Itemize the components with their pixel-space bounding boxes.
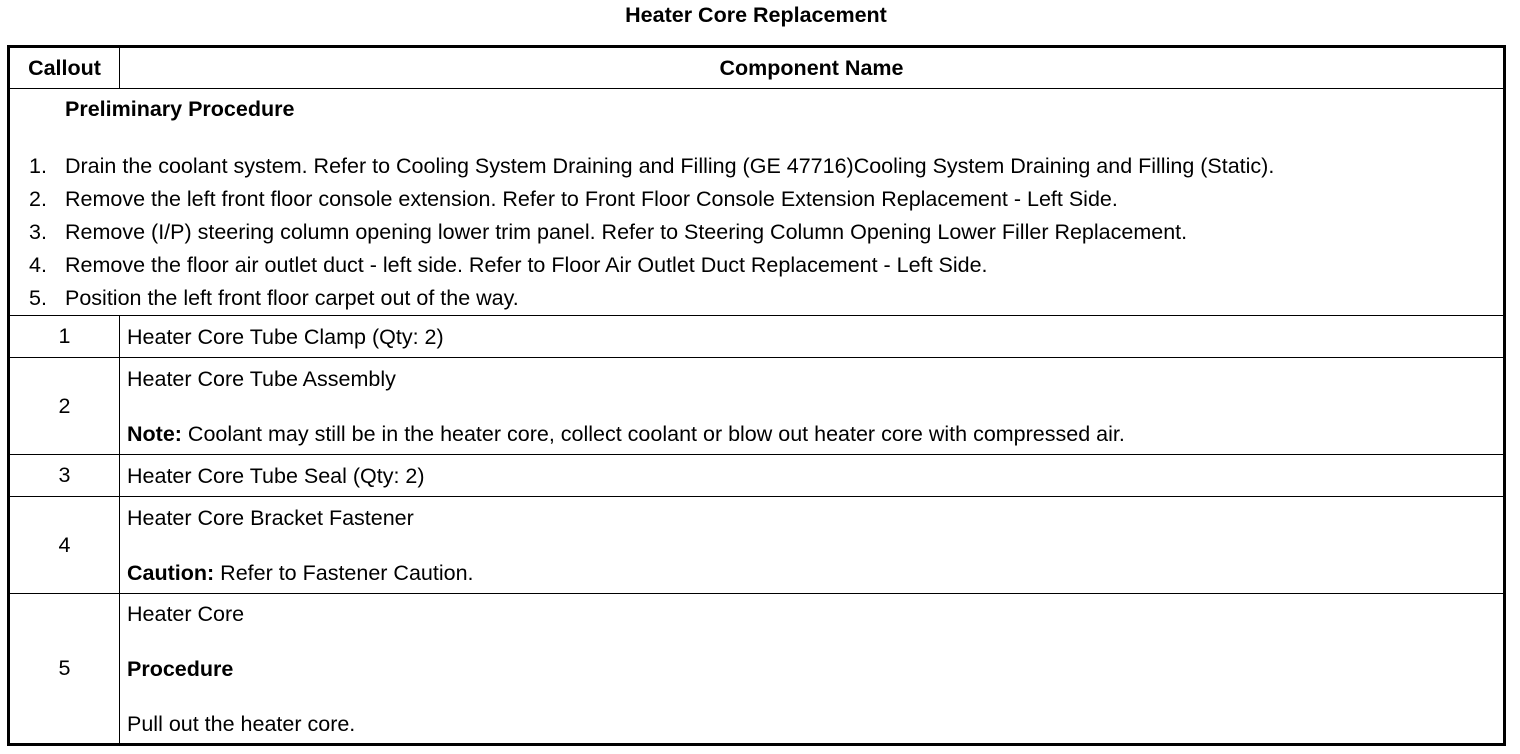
step-item (10, 150, 1503, 183)
step-number: 5. (29, 286, 47, 310)
component-cell (120, 594, 1505, 745)
step-text: Position the left front floor carpet out of the way. (65, 286, 519, 310)
caution-label: Caution: (127, 561, 215, 585)
step-number: 1. (29, 154, 47, 178)
component-cell (120, 358, 1505, 455)
preliminary-steps (10, 150, 1503, 315)
component-table (7, 45, 1506, 746)
callout-cell: 2 (9, 358, 120, 455)
component-name-header: Component Name (120, 47, 1505, 89)
step-number: 4. (29, 253, 47, 277)
note-label: Note: (127, 422, 182, 446)
callout-header: Callout (9, 47, 120, 89)
callout-cell: 3 (9, 455, 120, 497)
step-item (10, 216, 1503, 249)
step-item (10, 282, 1503, 315)
preliminary-row (9, 89, 1505, 316)
step-text: Remove the left front floor console extension. Refer to Front Floor Console Extension Replacement - Left Side. (65, 187, 1118, 211)
page-title: Heater Core Replacement (625, 3, 887, 27)
step-number: 2. (29, 187, 47, 211)
step-text: Remove (I/P) steering column opening lower trim panel. Refer to Steering Column Opening Lower Filler Replacement. (65, 220, 1188, 244)
callout-cell: 5 (9, 594, 120, 745)
component-cell (120, 455, 1505, 497)
component-cell (120, 316, 1505, 358)
caution-line (127, 561, 1503, 585)
step-number: 3. (29, 220, 47, 244)
callout-cell: 4 (9, 497, 120, 594)
step-text: Drain the coolant system. Refer to Cooling System Draining and Filling (GE 47716)Cooling System Draining and Filling (Static). (65, 154, 1275, 178)
table-row (9, 316, 1505, 358)
header-row (9, 47, 1505, 89)
step-item (10, 249, 1503, 282)
step-item (10, 183, 1503, 216)
procedure-text: Pull out the heater core. (127, 712, 356, 736)
preliminary-heading: Preliminary Procedure (65, 97, 295, 121)
procedure-label (127, 657, 1503, 681)
table-row (9, 358, 1505, 455)
component-name: Heater Core Bracket Fastener (127, 506, 414, 530)
note-line (127, 422, 1503, 446)
procedure-heading: Procedure (127, 657, 234, 681)
component-name: Heater Core Tube Clamp (Qty: 2) (127, 325, 444, 349)
step-text: Remove the floor air outlet duct - left side. Refer to Floor Air Outlet Duct Replacement - Left Side. (65, 253, 988, 277)
table-row (9, 455, 1505, 497)
caution-text: Refer to Fastener Caution. (214, 561, 474, 585)
component-name: Heater Core (127, 602, 245, 626)
component-name: Heater Core Tube Assembly (127, 367, 396, 391)
table-row (9, 497, 1505, 594)
note-text: Coolant may still be in the heater core, collect coolant or blow out heater core with compressed air. (181, 422, 1125, 446)
callout-cell: 1 (9, 316, 120, 358)
component-name: Heater Core Tube Seal (Qty: 2) (127, 464, 425, 488)
table-row (9, 594, 1505, 745)
component-cell (120, 497, 1505, 594)
preliminary-procedure (9, 89, 1505, 316)
